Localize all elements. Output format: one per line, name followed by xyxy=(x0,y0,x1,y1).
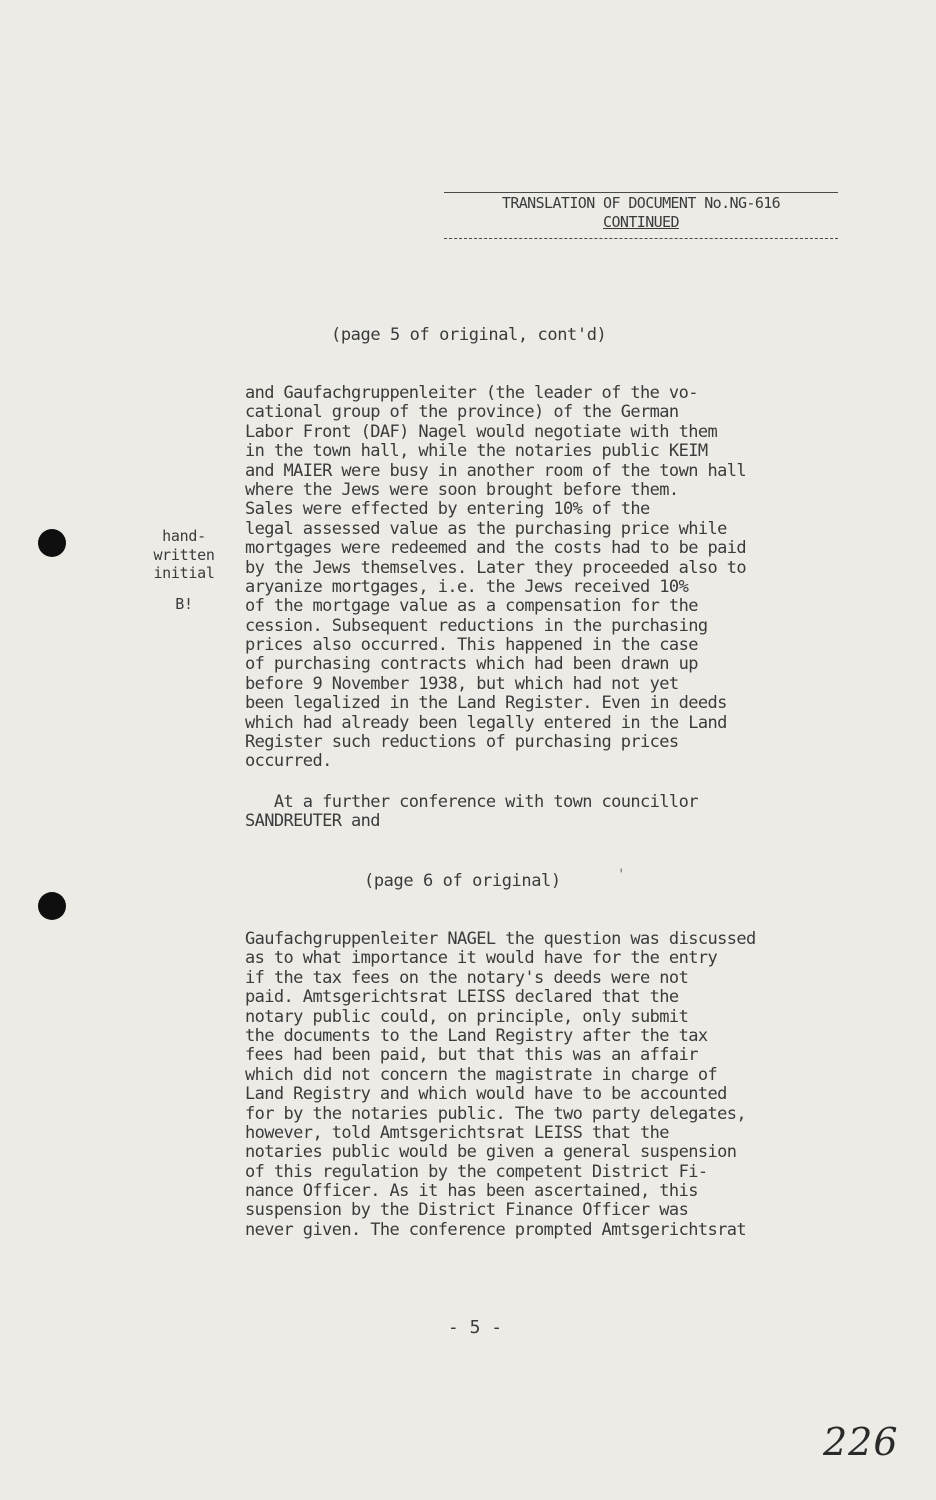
text-line: never given. The conference prompted Amtsgerichtsrat xyxy=(245,1219,747,1240)
punch-hole xyxy=(38,892,66,920)
text-line: occurred. xyxy=(245,751,332,772)
text-line: however, told Amtsgerichtsrat LEISS that the xyxy=(245,1122,669,1143)
text-line: for by the notaries public. The two party delegates, xyxy=(245,1103,747,1124)
page-reference: (page 6 of original) xyxy=(364,871,561,891)
text-line: if the tax fees on the notary's deeds were not xyxy=(245,967,689,988)
text-line: nance Officer. As it has been ascertained, this xyxy=(245,1181,698,1202)
text-line: Gaufachgruppenleiter NAGEL the question was discussed xyxy=(245,929,756,949)
text-line: notaries public would be given a general suspension xyxy=(245,1142,737,1163)
text-line: paid. Amtsgerichtsrat LEISS declared that the xyxy=(245,987,679,1008)
margin-note-line: written xyxy=(153,545,215,564)
text-line: in the town hall, while the notaries public KEIM xyxy=(245,441,708,462)
margin-note-line: initial xyxy=(153,564,215,582)
text-line: suspension by the District Finance Officer was xyxy=(245,1200,689,1221)
page-reference: (page 5 of original, cont'd) xyxy=(331,325,607,345)
text-line: of the mortgage value as a compensation for the xyxy=(245,596,698,617)
header-rule-top xyxy=(444,192,838,193)
paragraph-2 xyxy=(245,793,885,832)
text-line: cession. Subsequent reductions in the purchasing xyxy=(245,615,708,636)
text-line: SANDREUTER and xyxy=(245,811,380,832)
document-header xyxy=(444,194,838,232)
text-line: which did not concern the magistrate in charge of xyxy=(245,1064,718,1085)
text-line: and MAIER were busy in another room of the town hall xyxy=(245,460,747,481)
text-line: of this regulation by the competent District Fi- xyxy=(245,1161,708,1182)
text-line: where the Jews were soon brought before them. xyxy=(245,479,679,500)
text-line: by the Jews themselves. Later they proceeded also to xyxy=(245,557,747,578)
text-line: as to what importance it would have for the entry xyxy=(245,948,718,969)
handwritten-initial: B! xyxy=(175,594,193,613)
handwritten-page-stamp: 226 xyxy=(823,1420,899,1464)
text-line: Land Registry and which would have to be accounted xyxy=(245,1084,727,1105)
text-line: the documents to the Land Registry after the tax xyxy=(245,1025,708,1046)
text-line: Labor Front (DAF) Nagel would negotiate with them xyxy=(245,421,718,442)
margin-note-line: hand- xyxy=(162,527,206,545)
paragraph-1 xyxy=(245,384,885,772)
stray-mark: ' xyxy=(617,867,626,883)
text-line: notary public could, on principle, only submit xyxy=(245,1006,689,1027)
text-line: of purchasing contracts which had been drawn up xyxy=(245,654,698,675)
page-number: - 5 - xyxy=(447,1317,503,1338)
text-line: At a further conference with town councillor xyxy=(245,792,698,812)
text-line: cational group of the province) of the German xyxy=(245,402,679,423)
text-line: prices also occurred. This happened in the case xyxy=(245,635,698,656)
paragraph-3 xyxy=(245,930,885,1240)
text-line: legal assessed value as the purchasing price while xyxy=(245,518,727,539)
text-line: been legalized in the Land Register. Even in deeds xyxy=(245,693,727,714)
text-line: Register such reductions of purchasing prices xyxy=(245,732,679,753)
text-line: and Gaufachgruppenleiter (the leader of the vo- xyxy=(245,383,698,403)
margin-note xyxy=(138,527,230,613)
text-line: Sales were effected by entering 10% of the xyxy=(245,499,650,520)
text-line: which had already been legally entered in the Land xyxy=(245,712,727,733)
header-rule-bottom xyxy=(444,238,838,239)
text-line: aryanize mortgages, i.e. the Jews received 10% xyxy=(245,576,689,597)
header-subtitle: CONTINUED xyxy=(603,213,679,231)
text-line: mortgages were redeemed and the costs had to be paid xyxy=(245,538,747,559)
punch-hole xyxy=(38,529,66,557)
text-line: fees had been paid, but that this was an affair xyxy=(245,1045,698,1066)
header-title: TRANSLATION OF DOCUMENT No.NG-616 xyxy=(501,194,781,212)
text-line: before 9 November 1938, but which had not yet xyxy=(245,673,679,694)
